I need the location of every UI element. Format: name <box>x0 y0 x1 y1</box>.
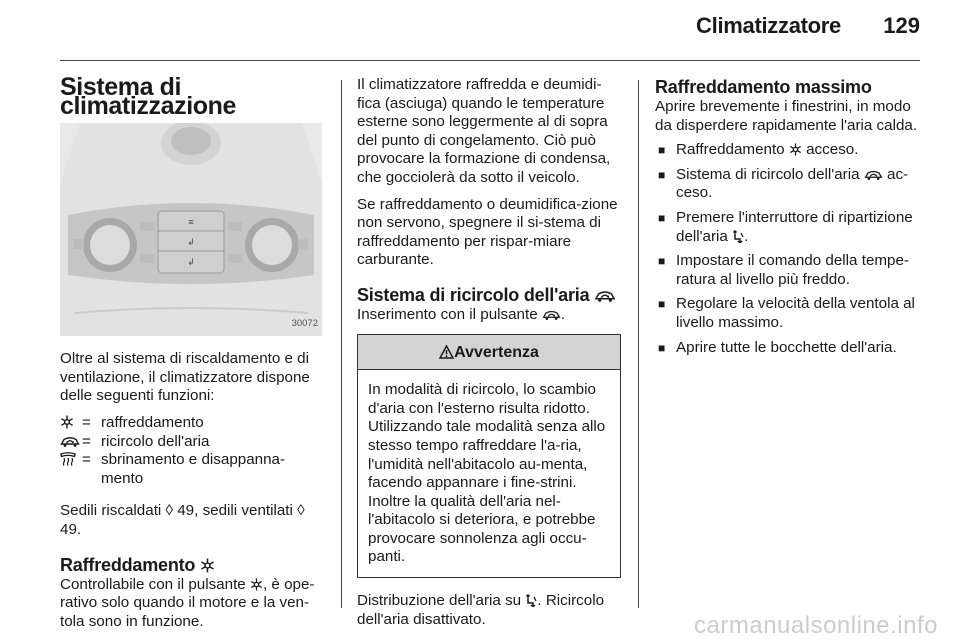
bullet-square-icon: ■ <box>658 340 666 355</box>
footwell-airflow-icon <box>525 594 537 607</box>
svg-text:↲: ↲ <box>187 257 195 268</box>
column-divider <box>341 80 342 608</box>
legend-row <box>60 414 325 433</box>
defrost-icon <box>60 451 76 466</box>
bullet-square-icon: ■ <box>658 143 666 158</box>
column-middle <box>357 76 622 629</box>
bullet-square-icon: ■ <box>658 297 666 312</box>
list-item: ■ Regolare la velocità della ventola al livello massimo. <box>655 295 923 332</box>
cooling-description: Il climatizzatore raffredda e deumidi-fica (asciuga) quando le temperature esterne sono leggermente al di sopra del punto di congelamento. Ciò può provocare la formazione di condensa, che gocciolerà da sotto il veicolo. <box>357 76 611 186</box>
cooling-paragraph: Controllabile con il pulsante , è ope-rativo solo quando il motore e la ven-tola sono in funzione. <box>60 575 315 630</box>
air-distribution-note: Distribuzione dell'aria su . Ricircolo dell'aria disattivato. <box>357 592 605 628</box>
legend-row <box>60 433 325 452</box>
function-legend <box>60 414 325 488</box>
snowflake-icon <box>60 415 74 429</box>
legend-eq: = <box>82 413 91 431</box>
fuel-saving-note: Se raffreddamento o deumidifica-zione non servono, spegnere il si-stema di raffreddamento per rispar-miare carburante. <box>357 195 618 269</box>
bullet-square-icon: ■ <box>658 167 666 182</box>
seats-reference: Sedili riscaldati ◊ 49, sedili ventilati ◊ 49. <box>60 502 305 538</box>
bullet-square-icon: ■ <box>658 254 666 269</box>
section-title: Sistema di climatizzazione <box>60 73 236 120</box>
legend-text: raffreddamento <box>101 413 204 431</box>
max-cooling-heading: Raffreddamento massimo <box>655 77 872 97</box>
max-cooling-intro: Aprire brevemente i finestrini, in modo da disperdere rapidamente l'aria calda. <box>655 98 918 134</box>
svg-text:≡: ≡ <box>188 217 194 228</box>
page-number: 129 <box>883 13 920 38</box>
column-left <box>60 73 325 631</box>
warning-triangle-icon <box>439 345 454 359</box>
figure-number: 30072 <box>291 317 318 329</box>
snowflake-icon <box>200 558 215 573</box>
recirculation-car-icon <box>864 168 883 181</box>
list-item: ■ Sistema di ricircolo dell'aria ac-ceso. <box>655 166 923 203</box>
bullet-square-icon: ■ <box>658 210 666 225</box>
legend-eq: = <box>82 451 91 469</box>
recirculation-heading: Sistema di ricircolo dell'aria <box>357 284 622 306</box>
column-right <box>655 76 923 357</box>
snowflake-icon <box>250 578 263 591</box>
running-header-title: Climatizzatore <box>696 13 841 38</box>
legend-text: sbrinamento e disappanna-mento <box>101 451 286 487</box>
list-item: ■ Raffreddamento acceso. <box>655 141 923 160</box>
list-item: ■ Premere l'interruttore di ripartizione dell'aria . <box>655 209 923 246</box>
column-divider <box>638 80 639 608</box>
list-item: ■ Aprire tutte le bocchette dell'aria. <box>655 339 923 358</box>
warning-box <box>357 334 621 579</box>
snowflake-icon <box>789 143 802 156</box>
recirculation-car-icon <box>594 288 616 303</box>
header-rule <box>60 60 920 61</box>
svg-text:↲: ↲ <box>187 237 195 248</box>
climate-panel-illustration <box>60 123 322 336</box>
climate-control-figure <box>60 123 322 336</box>
recirculation-car-icon <box>542 308 561 321</box>
legend-text: ricircolo dell'aria <box>101 432 210 450</box>
intro-paragraph: Oltre al sistema di riscaldamento e di ventilazione, il climatizzatore dispone delle seguenti funzioni: <box>60 350 310 405</box>
list-item: ■ Impostare il comando della tempe-ratura al livello più freddo. <box>655 252 923 289</box>
legend-row <box>60 451 325 488</box>
warning-text: In modalità di ricircolo, lo scambio d'aria con l'esterno risulta ridotto. Utilizzando tale modalità senza allo stesso tempo raffreddare l'a-ria, l'umidità nell'abitacolo au-menta, facendo appannare i fine-strini. Inoltre la qualità dell'aria nel-l'abitacolo si deteriora, e potrebbe provocare sonnolenza agli occu-panti. <box>368 381 606 566</box>
watermark: carmanualsonline.info <box>694 612 938 639</box>
footwell-airflow-icon <box>732 230 744 243</box>
recirculation-activation: Inserimento con il pulsante . <box>357 305 566 323</box>
warning-header: Avvertenza <box>358 335 620 371</box>
recirculation-car-icon <box>60 434 80 448</box>
legend-eq: = <box>82 432 91 450</box>
cooling-heading: Raffreddamento <box>60 554 325 576</box>
